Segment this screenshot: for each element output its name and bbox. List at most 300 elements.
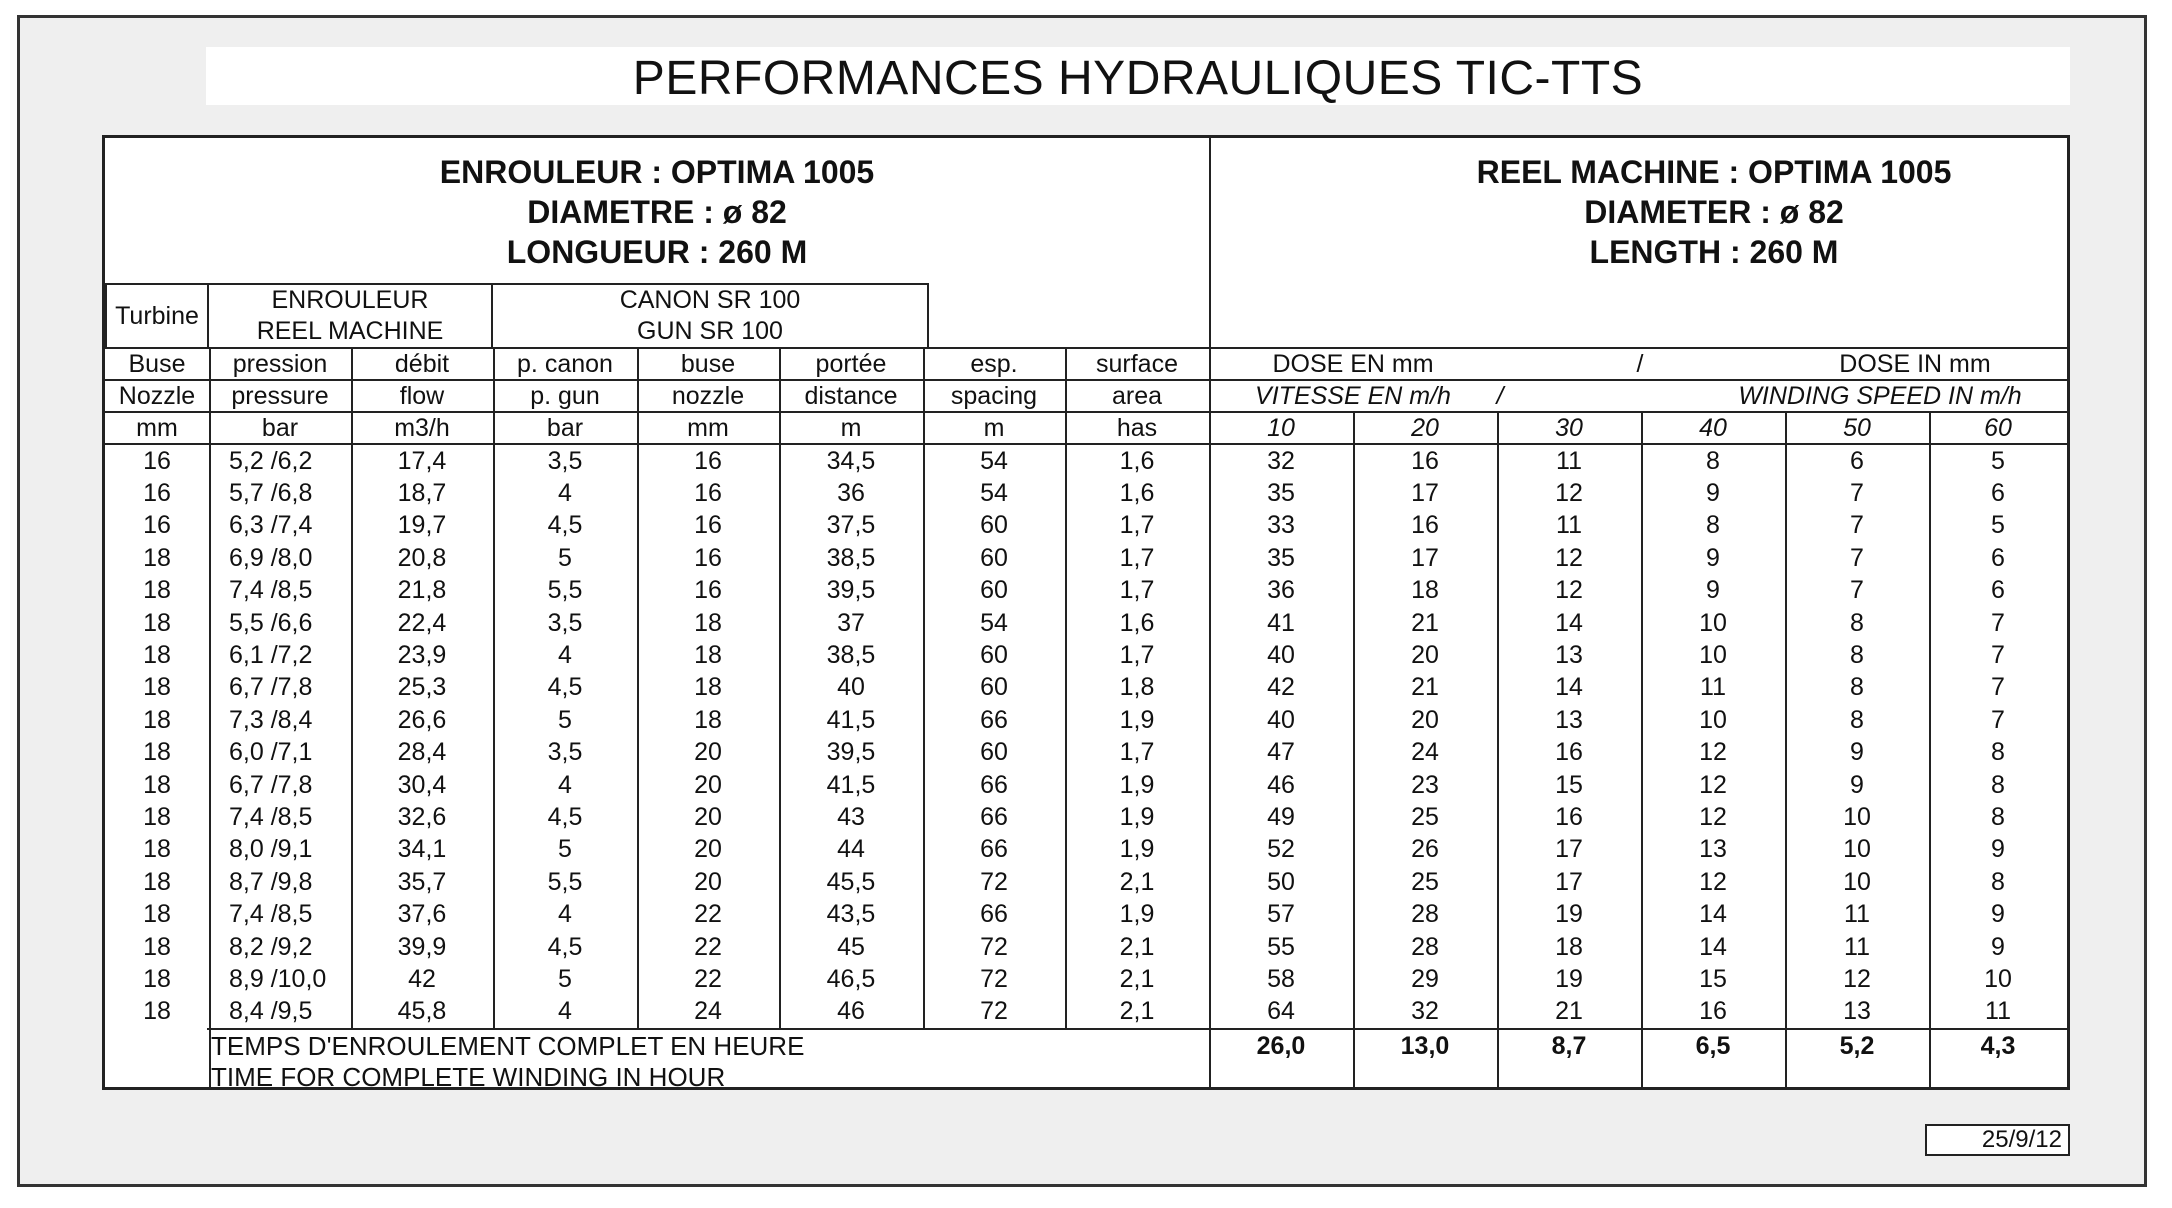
table-cell: 4 [558, 997, 572, 1026]
table-cell: 41,5 [826, 770, 876, 799]
table-cell: 8 [1850, 705, 1864, 734]
table-cell: 64 [1267, 997, 1295, 1026]
table-cell: 9 [1991, 932, 2005, 961]
table-cell: 25,3 [397, 673, 447, 702]
table-cell: 6,9 /8,0 [229, 543, 313, 572]
table-cell: 43,5 [826, 900, 876, 929]
table-cell: 13 [1843, 997, 1871, 1026]
canon-label-fr: CANON SR 100 [619, 286, 801, 314]
col-header-en: spacing [950, 381, 1038, 410]
table-cell: 2,1 [1119, 997, 1155, 1026]
table-cell: 1,9 [1119, 900, 1155, 929]
table-cell: 47 [1267, 738, 1295, 767]
table-cell: 43 [837, 803, 865, 832]
table-cell: 16 [1411, 511, 1439, 540]
table-cell: 18 [694, 673, 722, 702]
table-cell: 32,6 [397, 803, 447, 832]
canon-label-en: GUN SR 100 [637, 317, 783, 345]
table-cell: 1,8 [1119, 673, 1155, 702]
table-cell: 25 [1411, 803, 1439, 832]
table-cell: 9 [1706, 543, 1720, 572]
table-cell: 45,8 [397, 997, 447, 1026]
table-cell: 17,4 [397, 446, 447, 475]
date-stamp: 25/9/12 [1925, 1124, 2070, 1156]
table-cell: 6,1 /7,2 [229, 641, 313, 670]
table-cell: 41,5 [826, 705, 876, 734]
table-cell: 1,9 [1119, 835, 1155, 864]
table-cell: 34,1 [397, 835, 447, 864]
table-cell: 60 [980, 641, 1008, 670]
col-header-fr: esp. [970, 349, 1018, 378]
table-cell: 8,0 /9,1 [229, 835, 313, 864]
table-cell: 6 [1991, 576, 2005, 605]
table-cell: 6 [1991, 479, 2005, 508]
table-cell: 6,3 /7,4 [229, 511, 313, 540]
table-cell: 18 [1555, 932, 1583, 961]
table-cell: 11 [1844, 932, 1870, 961]
table-cell: 7 [1991, 641, 2005, 670]
table-cell: 20 [694, 738, 722, 767]
table-cell: 36 [837, 479, 865, 508]
table-cell: 18 [694, 705, 722, 734]
table-cell: 2,1 [1119, 965, 1155, 994]
table-cell: 4,5 [547, 803, 583, 832]
table-cell: 72 [980, 997, 1008, 1026]
table-cell: 3,5 [547, 738, 583, 767]
table-cell: 12 [1699, 803, 1727, 832]
table-cell: 55 [1267, 932, 1295, 961]
table-cell: 5,5 [547, 576, 583, 605]
table-cell: 60 [980, 576, 1008, 605]
table-cell: 10 [1699, 705, 1727, 734]
table-cell: 54 [980, 479, 1008, 508]
table-cell: 18 [143, 867, 171, 896]
col-unit: mm [136, 413, 178, 442]
table-cell: 22,4 [397, 608, 447, 637]
table-cell: 7 [1850, 511, 1864, 540]
table-cell: 45,5 [826, 867, 876, 896]
table-cell: 14 [1699, 932, 1727, 961]
speed-fr-label: VITESSE EN m/h [1255, 381, 1451, 410]
table-cell: 8 [1991, 867, 2005, 896]
table-cell: 1,7 [1119, 576, 1155, 605]
table-cell: 17 [1555, 867, 1583, 896]
enrouleur-label-en: REEL MACHINE [256, 317, 444, 345]
header-en-diameter: DIAMETER : ø 82 [1584, 194, 1844, 230]
table-cell: 1,7 [1119, 738, 1155, 767]
table-cell: 20 [694, 803, 722, 832]
table-cell: 40 [1267, 641, 1295, 670]
table-cell: 14 [1699, 900, 1727, 929]
dose-fr-label: DOSE EN mm [1272, 349, 1434, 378]
table-cell: 26,6 [397, 705, 447, 734]
table-cell: 13 [1699, 835, 1727, 864]
table-cell: 20 [1411, 705, 1439, 734]
table-cell: 12 [1555, 479, 1583, 508]
col-header-en: Nozzle [118, 381, 196, 410]
table-cell: 66 [980, 900, 1008, 929]
table-cell: 21 [1411, 673, 1439, 702]
table-cell: 22 [694, 965, 722, 994]
table-cell: 8,4 /9,5 [229, 997, 313, 1026]
table-cell: 28 [1411, 900, 1439, 929]
table-cell: 3,5 [547, 446, 583, 475]
table-cell: 5,7 /6,8 [229, 479, 313, 508]
header-fr-length: LONGUEUR : 260 M [506, 234, 808, 270]
winding-time: 4,3 [1980, 1031, 2016, 1060]
table-cell: 8 [1706, 511, 1720, 540]
table-cell: 21 [1411, 608, 1439, 637]
table-cell: 15 [1555, 770, 1583, 799]
turbine-label: Turbine [115, 301, 199, 330]
table-cell: 1,9 [1119, 705, 1155, 734]
table-cell: 4,5 [547, 932, 583, 961]
table-cell: 14 [1555, 608, 1583, 637]
table-cell: 16 [694, 446, 722, 475]
table-cell: 39,9 [397, 932, 447, 961]
col-header-fr: débit [394, 349, 450, 378]
table-cell: 11 [1844, 900, 1870, 929]
table-cell: 11 [1985, 997, 2011, 1026]
table-cell: 60 [980, 543, 1008, 572]
table-cell: 15 [1699, 965, 1727, 994]
speed-header: 40 [1699, 413, 1727, 442]
table-cell: 7,4 /8,5 [229, 576, 313, 605]
table-cell: 17 [1411, 543, 1439, 572]
table-cell: 16 [694, 479, 722, 508]
col-unit: has [1116, 413, 1158, 442]
col-header-fr: portée [815, 349, 887, 378]
table-cell: 1,7 [1119, 641, 1155, 670]
table-cell: 18 [143, 835, 171, 864]
table-cell: 42 [1267, 673, 1295, 702]
table-cell: 66 [980, 835, 1008, 864]
table-cell: 16 [694, 543, 722, 572]
col-header-en: nozzle [671, 381, 745, 410]
table-cell: 10 [1843, 803, 1871, 832]
header-en-machine: REEL MACHINE : OPTIMA 1005 [1476, 154, 1952, 190]
table-cell: 9 [1850, 770, 1864, 799]
table-cell: 22 [694, 900, 722, 929]
table-cell: 37 [837, 608, 865, 637]
col-header-en: p. gun [530, 381, 600, 410]
header-fr-machine: ENROULEUR : OPTIMA 1005 [439, 154, 875, 190]
table-cell: 72 [980, 867, 1008, 896]
table-cell: 3,5 [547, 608, 583, 637]
table-cell: 4 [558, 479, 572, 508]
table-cell: 4,5 [547, 673, 583, 702]
col-unit: m [840, 413, 862, 442]
speed-header: 60 [1984, 413, 2012, 442]
table-cell: 18 [143, 576, 171, 605]
table-cell: 38,5 [826, 641, 876, 670]
table-cell: 18 [143, 803, 171, 832]
table-cell: 29 [1411, 965, 1439, 994]
table-cell: 9 [1850, 738, 1864, 767]
table-cell: 42 [408, 965, 436, 994]
speed-header: 10 [1267, 413, 1295, 442]
table-cell: 8 [1850, 641, 1864, 670]
table-cell: 12 [1555, 543, 1583, 572]
table-cell: 16 [1555, 738, 1583, 767]
footer-label-fr: TEMPS D'ENROULEMENT COMPLET EN HEURE [211, 1031, 805, 1061]
table-cell: 6 [1850, 446, 1864, 475]
table-cell: 16 [1555, 803, 1583, 832]
table-cell: 10 [1984, 965, 2012, 994]
table-cell: 5 [558, 543, 572, 572]
table-cell: 18 [143, 900, 171, 929]
table-cell: 23 [1411, 770, 1439, 799]
table-cell: 7 [1991, 608, 2005, 637]
table-cell: 12 [1843, 965, 1871, 994]
table-cell: 35 [1267, 479, 1295, 508]
title-band [206, 47, 2070, 105]
col-header-en: pressure [231, 381, 329, 410]
dose-separator: / [1636, 349, 1644, 378]
table-cell: 13 [1555, 705, 1583, 734]
speed-header: 30 [1555, 413, 1583, 442]
table-cell: 40 [1267, 705, 1295, 734]
page-title: PERFORMANCES HYDRAULIQUES TIC-TTS [632, 52, 1644, 105]
table-cell: 7 [1991, 673, 2005, 702]
table-cell: 16 [143, 479, 171, 508]
table-cell: 18 [694, 608, 722, 637]
table-cell: 49 [1267, 803, 1295, 832]
table-cell: 9 [1706, 479, 1720, 508]
table-cell: 8 [1706, 446, 1720, 475]
table-cell: 57 [1267, 900, 1295, 929]
table-cell: 19,7 [397, 511, 447, 540]
table-cell: 1,9 [1119, 770, 1155, 799]
table-cell: 9 [1991, 900, 2005, 929]
table-cell: 2,1 [1119, 932, 1155, 961]
table-cell: 6,0 /7,1 [229, 738, 313, 767]
table-cell: 8 [1991, 770, 2005, 799]
col-header-fr: p. canon [517, 349, 613, 378]
table-cell: 58 [1267, 965, 1295, 994]
table-cell: 39,5 [826, 576, 876, 605]
table-cell: 18 [143, 770, 171, 799]
table-cell: 60 [980, 511, 1008, 540]
table-cell: 1,7 [1119, 511, 1155, 540]
col-unit: bar [546, 413, 584, 442]
table-cell: 7,3 /8,4 [229, 705, 313, 734]
performance-sheet [102, 135, 2070, 1090]
table-cell: 7 [1991, 705, 2005, 734]
table-cell: 19 [1555, 900, 1583, 929]
table-cell: 1,7 [1119, 543, 1155, 572]
table-cell: 16 [143, 511, 171, 540]
table-cell: 66 [980, 770, 1008, 799]
table-cell: 4 [558, 770, 572, 799]
table-cell: 6,7 /7,8 [229, 673, 313, 702]
table-cell: 37,5 [826, 511, 876, 540]
winding-time: 13,0 [1400, 1031, 1450, 1060]
table-cell: 10 [1699, 641, 1727, 670]
table-cell: 1,6 [1119, 479, 1155, 508]
table-cell: 7 [1850, 479, 1864, 508]
table-cell: 7 [1850, 576, 1864, 605]
table-cell: 52 [1267, 835, 1295, 864]
table-cell: 20 [1411, 641, 1439, 670]
table-cell: 32 [1267, 446, 1295, 475]
speed-header: 20 [1411, 413, 1439, 442]
table-cell: 18 [143, 738, 171, 767]
col-header-en: flow [399, 381, 445, 410]
col-unit: bar [261, 413, 299, 442]
table-cell: 11 [1556, 511, 1582, 540]
table-cell: 8,9 /10,0 [229, 965, 327, 994]
table-cell: 23,9 [397, 641, 447, 670]
table-cell: 22 [694, 932, 722, 961]
table-cell: 32 [1411, 997, 1439, 1026]
table-cell: 16 [694, 511, 722, 540]
table-cell: 8,2 /9,2 [229, 932, 313, 961]
table-cell: 33 [1267, 511, 1295, 540]
col-unit: mm [687, 413, 729, 442]
table-cell: 20 [694, 770, 722, 799]
table-cell: 18 [143, 705, 171, 734]
table-cell: 5 [558, 835, 572, 864]
table-cell: 18 [1411, 576, 1439, 605]
col-header-fr: Buse [128, 349, 186, 378]
table-cell: 16 [143, 446, 171, 475]
table-cell: 24 [1411, 738, 1439, 767]
table-cell: 20 [694, 835, 722, 864]
table-cell: 18 [143, 543, 171, 572]
table-cell: 18 [694, 641, 722, 670]
table-cell: 4 [558, 641, 572, 670]
table-cell: 1,6 [1119, 446, 1155, 475]
table-cell: 12 [1699, 770, 1727, 799]
table-cell: 46,5 [826, 965, 876, 994]
table-cell: 46 [837, 997, 865, 1026]
table-cell: 24 [694, 997, 722, 1026]
table-cell: 54 [980, 446, 1008, 475]
table-cell: 5,5 /6,6 [229, 608, 313, 637]
winding-time: 8,7 [1551, 1031, 1587, 1060]
table-cell: 8 [1850, 673, 1864, 702]
table-cell: 13 [1555, 641, 1583, 670]
table-cell: 5,5 [547, 867, 583, 896]
table-cell: 30,4 [397, 770, 447, 799]
table-cell: 5 [558, 705, 572, 734]
header-french [105, 152, 1209, 272]
table-cell: 16 [694, 576, 722, 605]
table-cell: 18 [143, 673, 171, 702]
table-cell: 54 [980, 608, 1008, 637]
table-cell: 12 [1699, 867, 1727, 896]
table-cell: 9 [1991, 835, 2005, 864]
table-cell: 35 [1267, 543, 1295, 572]
table-cell: 4 [558, 900, 572, 929]
header-en-length: LENGTH : 260 M [1589, 234, 1839, 270]
table-cell: 41 [1267, 608, 1295, 637]
footer-top-line [207, 1028, 2067, 1030]
table-cell: 20 [694, 867, 722, 896]
table-cell: 11 [1700, 673, 1726, 702]
table-cell: 1,9 [1119, 803, 1155, 832]
table-cell: 21 [1555, 997, 1583, 1026]
table-cell: 18 [143, 932, 171, 961]
table-cell: 25 [1411, 867, 1439, 896]
table-cell: 26 [1411, 835, 1439, 864]
table-cell: 19 [1555, 965, 1583, 994]
table-cell: 8 [1991, 738, 2005, 767]
table-cell: 14 [1555, 673, 1583, 702]
table-cell: 60 [980, 673, 1008, 702]
table-cell: 46 [1267, 770, 1295, 799]
table-cell: 6 [1991, 543, 2005, 572]
table-cell: 6,7 /7,8 [229, 770, 313, 799]
table-cell: 45 [837, 932, 865, 961]
col-header-fr: pression [232, 349, 328, 378]
table-cell: 37,6 [397, 900, 447, 929]
table-cell: 7 [1850, 543, 1864, 572]
table-cell: 18,7 [397, 479, 447, 508]
table-cell: 16 [1699, 997, 1727, 1026]
table-cell: 66 [980, 803, 1008, 832]
table-cell: 8,7 /9,8 [229, 867, 313, 896]
table-cell: 12 [1555, 576, 1583, 605]
table-cell: 5 [1991, 511, 2005, 540]
table-cell: 5 [1991, 446, 2005, 475]
table-cell: 50 [1267, 867, 1295, 896]
col-header-fr: surface [1096, 349, 1178, 378]
col-unit: m [983, 413, 1005, 442]
table-cell: 72 [980, 965, 1008, 994]
table-cell: 39,5 [826, 738, 876, 767]
table-cell: 28 [1411, 932, 1439, 961]
table-cell: 34,5 [826, 446, 876, 475]
speed-en-label: WINDING SPEED IN m/h [1738, 381, 2022, 410]
table-cell: 20,8 [397, 543, 447, 572]
table-cell: 7,4 /8,5 [229, 900, 313, 929]
header-english [1209, 152, 2172, 272]
table-cell: 44 [837, 835, 865, 864]
table-cell: 12 [1699, 738, 1727, 767]
table-cell: 60 [980, 738, 1008, 767]
winding-time: 26,0 [1256, 1031, 1306, 1060]
table-cell: 72 [980, 932, 1008, 961]
table-cell: 17 [1555, 835, 1583, 864]
enrouleur-label-fr: ENROULEUR [271, 286, 429, 314]
table-cell: 10 [1843, 867, 1871, 896]
col-header-en: area [1111, 381, 1163, 410]
table-cell: 28,4 [397, 738, 447, 767]
table-cell: 40 [837, 673, 865, 702]
header-fr-diameter: DIAMETRE : ø 82 [527, 194, 787, 230]
table-cell: 18 [143, 997, 171, 1026]
footer-label-en: TIME FOR COMPLETE WINDING IN HOUR [211, 1062, 726, 1092]
col-header-en: distance [804, 381, 898, 410]
speed-header: 50 [1843, 413, 1871, 442]
table-cell: 38,5 [826, 543, 876, 572]
table-cell: 17 [1411, 479, 1439, 508]
table-cell: 35,7 [397, 867, 447, 896]
table-cell: 5 [558, 965, 572, 994]
table-cell: 21,8 [397, 576, 447, 605]
table-cell: 16 [1411, 446, 1439, 475]
col-unit: m3/h [394, 413, 450, 442]
table-cell: 2,1 [1119, 867, 1155, 896]
table-cell: 8 [1850, 608, 1864, 637]
table-cell: 18 [143, 965, 171, 994]
table-cell: 11 [1556, 446, 1582, 475]
table-cell: 18 [143, 608, 171, 637]
table-cell: 5,2 /6,2 [229, 446, 313, 475]
table-cell: 18 [143, 641, 171, 670]
